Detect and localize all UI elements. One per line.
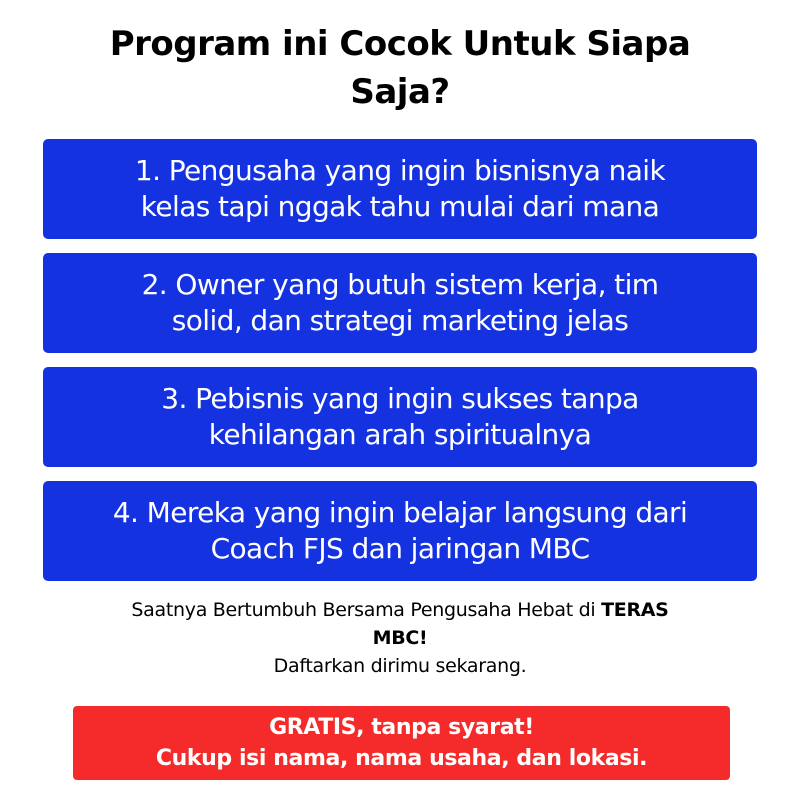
page-title [40,20,760,116]
free-registration-banner [73,706,730,780]
audience-card-1-line-1: 1. Pengusaha yang ingin bisnisnya naik [134,154,666,187]
audience-card-2 [43,253,757,353]
audience-card-4 [43,481,757,581]
audience-card-4-line-2: Coach FJS dan jaringan MBC [210,532,590,565]
audience-card-2-line-2: solid, dan strategi marketing jelas [171,304,629,337]
brand-name-part-2: MBC! [372,627,428,649]
cta-line-2: Cukup isi nama, nama usaha, dan lokasi. [155,746,648,771]
audience-card-1 [43,139,757,239]
page-title-line-1: Program ini Cocok Untuk Siapa [109,24,691,64]
audience-card-1-line-2: kelas tapi nggak tahu mulai dari mana [140,190,660,223]
audience-card-4-line-1: 4. Mereka yang ingin belajar langsung dari [112,496,688,529]
audience-card-3-line-2: kehilangan arah spiritualnya [208,418,592,451]
audience-card-3-line-1: 3. Pebisnis yang ingin sukses tanpa [161,382,639,415]
page-title-line-2: Saja? [350,72,450,112]
invitation-text-intro: Saatnya Bertumbuh Bersama Pengusaha Hebat di [131,599,602,621]
audience-list [43,139,757,595]
brand-name-part-1: TERAS [601,599,669,621]
cta-line-1: GRATIS, tanpa syarat! [269,715,534,740]
audience-card-3 [43,367,757,467]
invitation-call: Daftarkan dirimu sekarang. [273,655,527,677]
invitation-text [40,596,760,680]
audience-card-2-line-1: 2. Owner yang butuh sistem kerja, tim [141,268,659,301]
